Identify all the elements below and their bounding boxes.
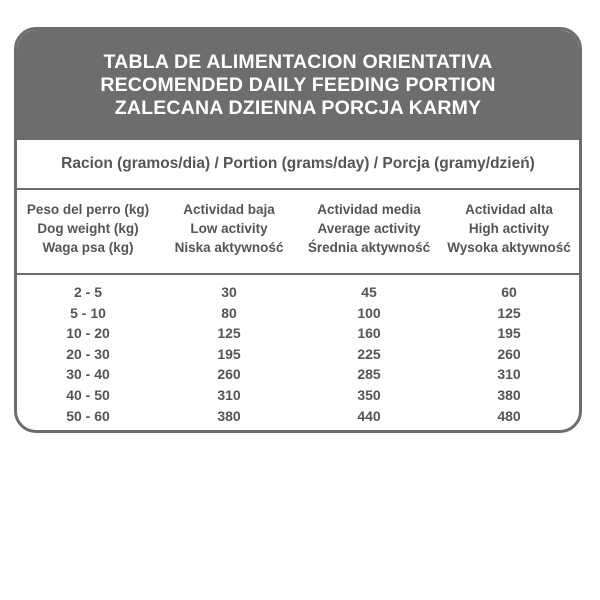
average-activity-cell: 225 [357, 345, 381, 362]
table-row [17, 385, 579, 406]
divider [17, 273, 579, 275]
column-header-average-activity [299, 200, 439, 257]
table-row [17, 323, 579, 344]
table-row [17, 364, 579, 385]
table-body [17, 282, 579, 426]
table-row [17, 406, 579, 427]
column-header-line: Niska aktywność [174, 240, 284, 255]
table-title [17, 30, 579, 140]
column-header-line: Średnia aktywność [307, 240, 431, 255]
weight-cell: 40 - 50 [66, 386, 110, 403]
column-header-low-activity [159, 200, 299, 257]
column-header-line: Dog weight (kg) [37, 221, 139, 236]
column-header-line: Actividad baja [183, 202, 275, 217]
average-activity-cell: 160 [357, 325, 381, 342]
column-header-line: Average activity [317, 221, 421, 236]
high-activity-cell: 480 [497, 407, 521, 424]
column-header-line: Peso del perro (kg) [26, 202, 150, 217]
column-header-line: Wysoka aktywność [447, 240, 571, 255]
weight-cell: 20 - 30 [66, 345, 110, 362]
weight-cell: 2 - 5 [73, 284, 102, 300]
low-activity-cell: 125 [217, 325, 241, 342]
table-row [17, 344, 579, 365]
column-headers [17, 200, 579, 266]
high-activity-cell: 310 [497, 366, 521, 383]
average-activity-cell: 440 [357, 407, 381, 424]
column-header-high-activity [439, 200, 579, 257]
divider [17, 188, 579, 190]
high-activity-cell: 260 [497, 345, 521, 362]
high-activity-cell: 60 [501, 284, 517, 300]
table-row [17, 282, 579, 303]
high-activity-cell: 125 [497, 304, 521, 321]
low-activity-cell: 260 [217, 366, 241, 383]
average-activity-cell: 350 [357, 386, 381, 403]
low-activity-cell: 30 [221, 284, 237, 300]
column-header-line: Actividad media [317, 202, 421, 217]
column-header-line: Waga psa (kg) [42, 240, 134, 255]
weight-cell: 50 - 60 [66, 407, 110, 424]
column-header-weight [17, 200, 159, 257]
low-activity-cell: 310 [217, 386, 241, 403]
high-activity-cell: 195 [497, 325, 521, 342]
low-activity-cell: 80 [221, 304, 237, 321]
title-line-pl: ZALECANA DZIENNA PORCJA KARMY [114, 96, 482, 119]
high-activity-cell: 380 [497, 386, 521, 403]
average-activity-cell: 100 [357, 304, 381, 321]
title-line-en: RECOMENDED DAILY FEEDING PORTION [100, 73, 496, 96]
average-activity-cell: 45 [361, 284, 377, 300]
low-activity-cell: 380 [217, 407, 241, 424]
column-header-line: Actividad alta [465, 202, 553, 217]
column-header-line: Low activity [190, 221, 268, 236]
weight-cell: 10 - 20 [66, 325, 110, 342]
weight-cell: 5 - 10 [70, 304, 106, 321]
low-activity-cell: 195 [217, 345, 241, 362]
column-header-line: High activity [468, 221, 550, 236]
title-line-es: TABLA DE ALIMENTACION ORIENTATIVA [103, 50, 493, 73]
table-row [17, 303, 579, 324]
weight-cell: 30 - 40 [66, 366, 110, 383]
portion-unit-label: Racion (gramos/dia) / Portion (grams/day) / Porcja (gramy/dzień) [61, 155, 535, 172]
feeding-table-card [14, 27, 582, 433]
average-activity-cell: 285 [357, 366, 381, 383]
